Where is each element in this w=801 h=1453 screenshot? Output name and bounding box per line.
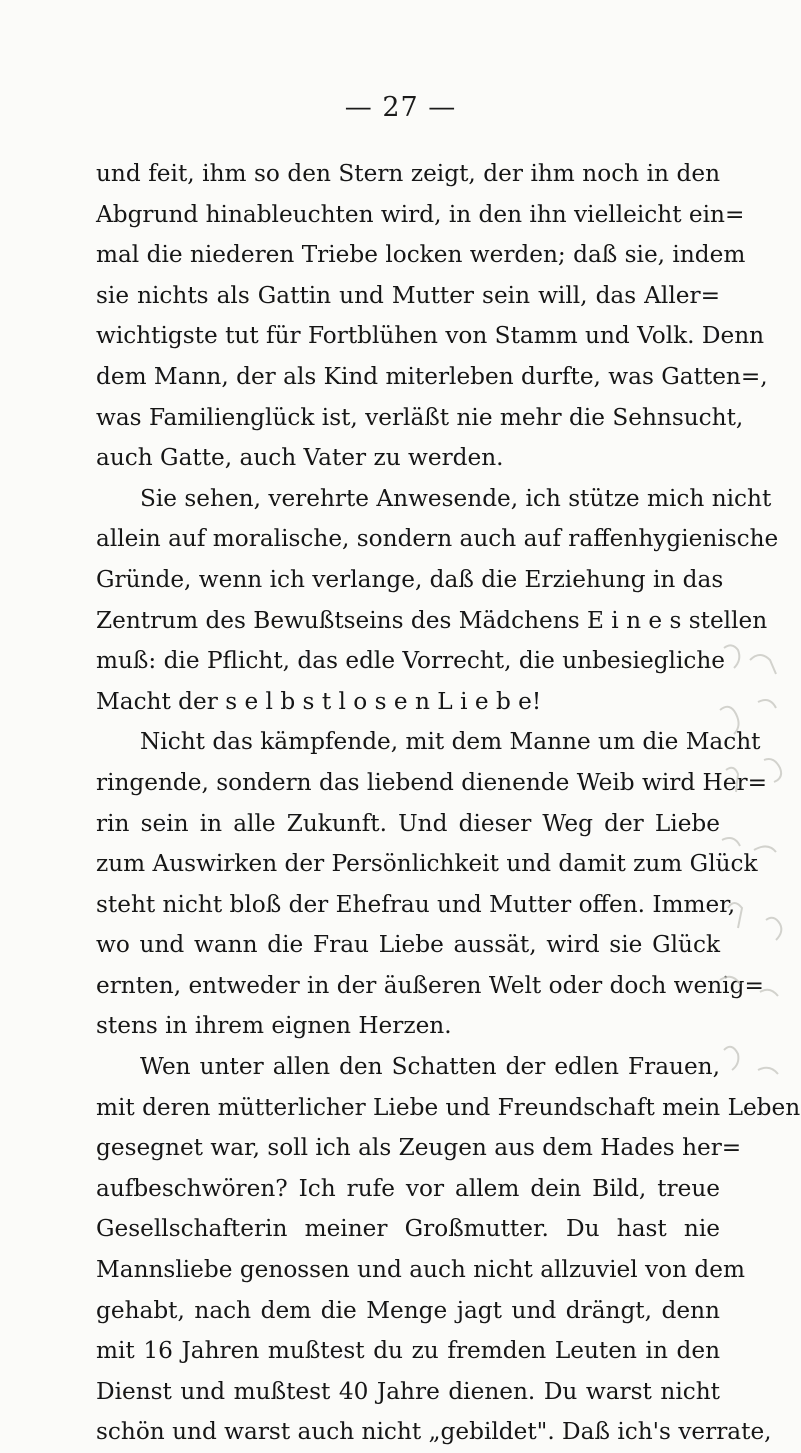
text-line: Gründe, wenn ich verlange, daß die Erziehung in das	[96, 565, 724, 593]
text-line: ringende, sondern das liebend dienende Weib wird Her=	[96, 768, 768, 796]
text-line: dem Mann, der als Kind miterleben durfte, was Gatten=,	[96, 362, 768, 390]
text-line: Zentrum des Bewußtseins des Mädchens E i n e s stellen	[96, 606, 768, 634]
text-line: muß: die Pflicht, das edle Vorrecht, die unbesiegliche	[96, 647, 726, 675]
show-through-marks	[714, 640, 801, 1120]
body-text	[96, 154, 801, 1453]
text-line: gesegnet war, soll ich als Zeugen aus dem Hades her=	[96, 1134, 742, 1162]
text-line: was Familienglück ist, verläßt nie mehr die Sehnsucht,	[96, 403, 744, 431]
text-line: Mannsliebe genossen und auch nicht allzuviel von dem	[96, 1256, 745, 1284]
page-number: — 27 —	[344, 92, 457, 123]
text-line: mit deren mütterlicher Liebe und Freundschaft mein Leben	[96, 1093, 801, 1121]
text-line: ernten, entweder in der äußeren Welt oder doch wenig=	[96, 971, 764, 999]
text-line: Macht der s e l b s t l o s e n L i e b e!	[96, 687, 542, 715]
text-line: Abgrund hinableuchten wird, in den ihn vielleicht ein=	[96, 200, 745, 228]
text-line: Dienst und mußtest 40 Jahre dienen. Du warst nicht	[96, 1377, 720, 1405]
text-line: und feit, ihm so den Stern zeigt, der ihm noch in den	[96, 160, 720, 187]
text-line: sie nichts als Gattin und Mutter sein will, das Aller=	[96, 281, 720, 309]
text-line: wichtigste tut für Fortblühen von Stamm und Volk. Denn	[96, 322, 765, 350]
text-line: rin sein in alle Zukunft. Und dieser Weg der Liebe	[96, 809, 720, 837]
text-line: mal die niederen Triebe locken werden; daß sie, indem	[96, 241, 746, 269]
text-line: aufbeschwören? Ich rufe vor allem dein Bild, treue	[96, 1174, 720, 1202]
text-line: mit 16 Jahren mußtest du zu fremden Leuten in den	[96, 1337, 720, 1365]
paragraph-first-line: Nicht das kämpfende, mit dem Manne um die Macht	[140, 728, 761, 756]
text-line: schön und warst auch nicht „gebildet". Daß ich's verrate,	[96, 1418, 772, 1446]
text-line: auch Gatte, auch Vater zu werden.	[96, 444, 504, 472]
text-line: Gesellschafterin meiner Großmutter. Du hast nie	[96, 1215, 720, 1243]
text-line: gehabt, nach dem die Menge jagt und drängt, denn	[96, 1296, 720, 1324]
text-line: allein auf moralische, sondern auch auf raffenhygienische	[96, 525, 779, 553]
text-line: zum Auswirken der Persönlichkeit und damit zum Glück	[96, 850, 758, 878]
paragraph-first-line: Wen unter allen den Schatten der edlen Frauen,	[140, 1053, 720, 1081]
text-line: steht nicht bloß der Ehefrau und Mutter offen. Immer,	[96, 890, 736, 918]
text-line: stens in ihrem eignen Herzen.	[96, 1012, 452, 1040]
paragraph-first-line: Sie sehen, verehrte Anwesende, ich stütze mich nicht	[140, 484, 772, 512]
text-line: wo und wann die Frau Liebe aussät, wird sie Glück	[96, 931, 720, 959]
